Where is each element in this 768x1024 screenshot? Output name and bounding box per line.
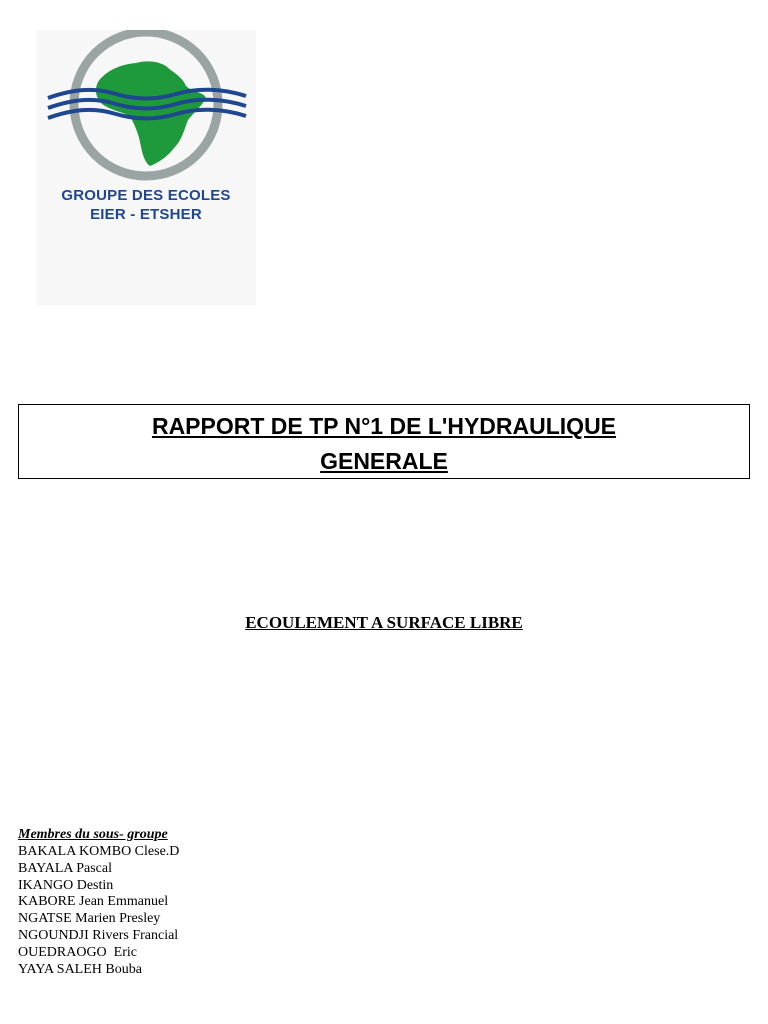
member-item: NGATSE Marien Presley (18, 911, 161, 927)
member-item: BAKALA KOMBO Clese.D (18, 844, 180, 859)
member-item: YAYA SALEH Bouba (18, 961, 142, 977)
members-section (18, 826, 179, 978)
report-title-line1: RAPPORT DE TP N°1 DE L'HYDRAULIQUE (151, 413, 617, 439)
logo-text-line1: GROUPE DES ECOLES (61, 187, 231, 204)
members-heading: Membres du sous- groupe (18, 827, 168, 842)
africa-globe-icon (36, 30, 256, 190)
member-item: IKANGO Destin (18, 877, 114, 893)
member-item: KABORE Jean Emmanuel (18, 894, 169, 910)
member-item: NGOUNDJI Rivers Francial (18, 927, 179, 943)
report-title-line2: GENERALE (320, 448, 448, 474)
report-subtitle: ECOULEMENT A SURFACE LIBRE (245, 613, 523, 632)
logo-text-line2: EIER - ETSHER (90, 206, 202, 223)
member-item: OUEDRAOGO Eric (18, 944, 137, 960)
report-title-box (18, 404, 750, 479)
school-logo (36, 30, 256, 305)
member-item: BAYALA Pascal (18, 860, 112, 876)
